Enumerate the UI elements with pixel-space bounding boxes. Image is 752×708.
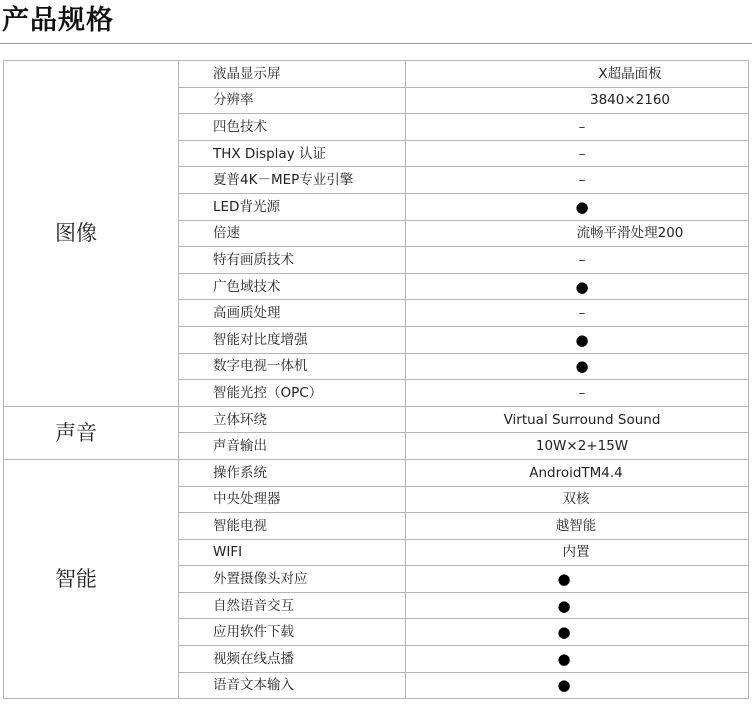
feature-cell: 高画质处理 <box>179 300 406 327</box>
value-cell <box>406 459 749 486</box>
value-cell <box>406 380 749 407</box>
value-wrap <box>406 279 748 295</box>
value-cell <box>406 406 749 433</box>
category-cell: 智能 <box>4 459 179 698</box>
value-wrap <box>406 119 748 135</box>
value-wrap <box>406 651 748 667</box>
supported-dot-icon: ● <box>575 330 589 349</box>
supported-dot-icon: ● <box>575 197 589 216</box>
value-wrap <box>406 465 748 481</box>
value-wrap <box>406 66 748 82</box>
feature-cell: 分辨率 <box>179 87 406 114</box>
value-cell <box>406 513 749 540</box>
category-cell: 图像 <box>4 61 179 407</box>
value-cell <box>406 592 749 619</box>
feature-cell: 夏普4K－MEP专业引擎 <box>179 167 406 194</box>
supported-dot-icon: ● <box>557 649 571 668</box>
value-cell <box>406 61 749 88</box>
feature-cell: 智能光控（OPC） <box>179 380 406 407</box>
feature-cell: 液晶显示屏 <box>179 61 406 88</box>
value-cell <box>406 167 749 194</box>
value-cell <box>406 619 749 646</box>
value-cell <box>406 672 749 699</box>
spec-table-body <box>4 61 749 699</box>
value-wrap <box>406 624 748 640</box>
value-wrap <box>406 172 748 188</box>
value-cell <box>406 140 749 167</box>
feature-cell: 倍速 <box>179 220 406 247</box>
value-wrap <box>406 332 748 348</box>
value-text: AndroidTM4.4 <box>529 464 623 481</box>
value-cell <box>406 114 749 141</box>
feature-cell: 操作系统 <box>179 459 406 486</box>
value-wrap <box>406 544 748 560</box>
page-header <box>0 0 752 44</box>
value-wrap <box>406 385 748 401</box>
spec-row <box>4 459 749 486</box>
supported-dot-icon: ● <box>557 596 571 615</box>
spec-table <box>3 60 749 699</box>
value-wrap <box>406 598 748 614</box>
feature-cell: 智能电视 <box>179 513 406 540</box>
value-cell <box>406 486 749 513</box>
not-available-dash: – <box>578 172 586 189</box>
value-text: 流畅平滑处理200 <box>576 225 684 242</box>
value-cell <box>406 193 749 220</box>
value-cell <box>406 326 749 353</box>
value-cell <box>406 539 749 566</box>
value-text: 越智能 <box>555 517 597 534</box>
value-wrap <box>406 677 748 693</box>
value-wrap <box>406 252 748 268</box>
feature-cell: 自然语音交互 <box>179 592 406 619</box>
feature-cell: 视频在线点播 <box>179 646 406 673</box>
supported-dot-icon: ● <box>557 623 571 642</box>
feature-cell: 广色域技术 <box>179 273 406 300</box>
feature-cell: LED背光源 <box>179 193 406 220</box>
value-wrap <box>406 358 748 374</box>
feature-cell: 特有画质技术 <box>179 247 406 274</box>
category-cell: 声音 <box>4 406 179 459</box>
value-text: 10W×2+15W <box>535 438 629 455</box>
value-wrap <box>406 571 748 587</box>
feature-cell: 立体环绕 <box>179 406 406 433</box>
spec-row <box>4 61 749 88</box>
supported-dot-icon: ● <box>557 570 571 589</box>
feature-cell: 语音文本输入 <box>179 672 406 699</box>
not-available-dash: – <box>578 251 586 268</box>
value-wrap <box>406 491 748 507</box>
spec-row <box>4 406 749 433</box>
not-available-dash: – <box>578 305 586 322</box>
value-cell <box>406 646 749 673</box>
feature-cell: 中央处理器 <box>179 486 406 513</box>
feature-cell: WIFI <box>179 539 406 566</box>
not-available-dash: – <box>578 384 586 401</box>
supported-dot-icon: ● <box>575 277 589 296</box>
feature-cell: 外置摄像头对应 <box>179 566 406 593</box>
feature-cell: 智能对比度增强 <box>179 326 406 353</box>
value-text: Virtual Surround Sound <box>503 411 661 428</box>
value-wrap <box>406 305 748 321</box>
value-cell <box>406 300 749 327</box>
feature-cell: 四色技术 <box>179 114 406 141</box>
feature-cell: 声音输出 <box>179 433 406 460</box>
value-text: 3840×2160 <box>589 92 671 109</box>
feature-cell: 数字电视一体机 <box>179 353 406 380</box>
value-wrap <box>406 92 748 108</box>
value-wrap <box>406 518 748 534</box>
not-available-dash: – <box>578 118 586 135</box>
value-text: 双核 <box>562 491 590 508</box>
value-cell <box>406 273 749 300</box>
value-cell <box>406 247 749 274</box>
supported-dot-icon: ● <box>557 676 571 695</box>
value-text: X超晶面板 <box>598 65 662 82</box>
value-wrap <box>406 225 748 241</box>
supported-dot-icon: ● <box>575 357 589 376</box>
feature-cell: 应用软件下载 <box>179 619 406 646</box>
value-cell <box>406 566 749 593</box>
not-available-dash: – <box>578 145 586 162</box>
value-cell <box>406 220 749 247</box>
value-cell <box>406 353 749 380</box>
feature-cell: THX Display 认证 <box>179 140 406 167</box>
page-title: 产品规格 <box>2 5 114 36</box>
value-cell <box>406 87 749 114</box>
value-wrap <box>406 146 748 162</box>
value-cell <box>406 433 749 460</box>
value-wrap <box>406 438 748 454</box>
value-wrap <box>406 412 748 428</box>
value-wrap <box>406 199 748 215</box>
value-text: 内置 <box>562 544 590 561</box>
